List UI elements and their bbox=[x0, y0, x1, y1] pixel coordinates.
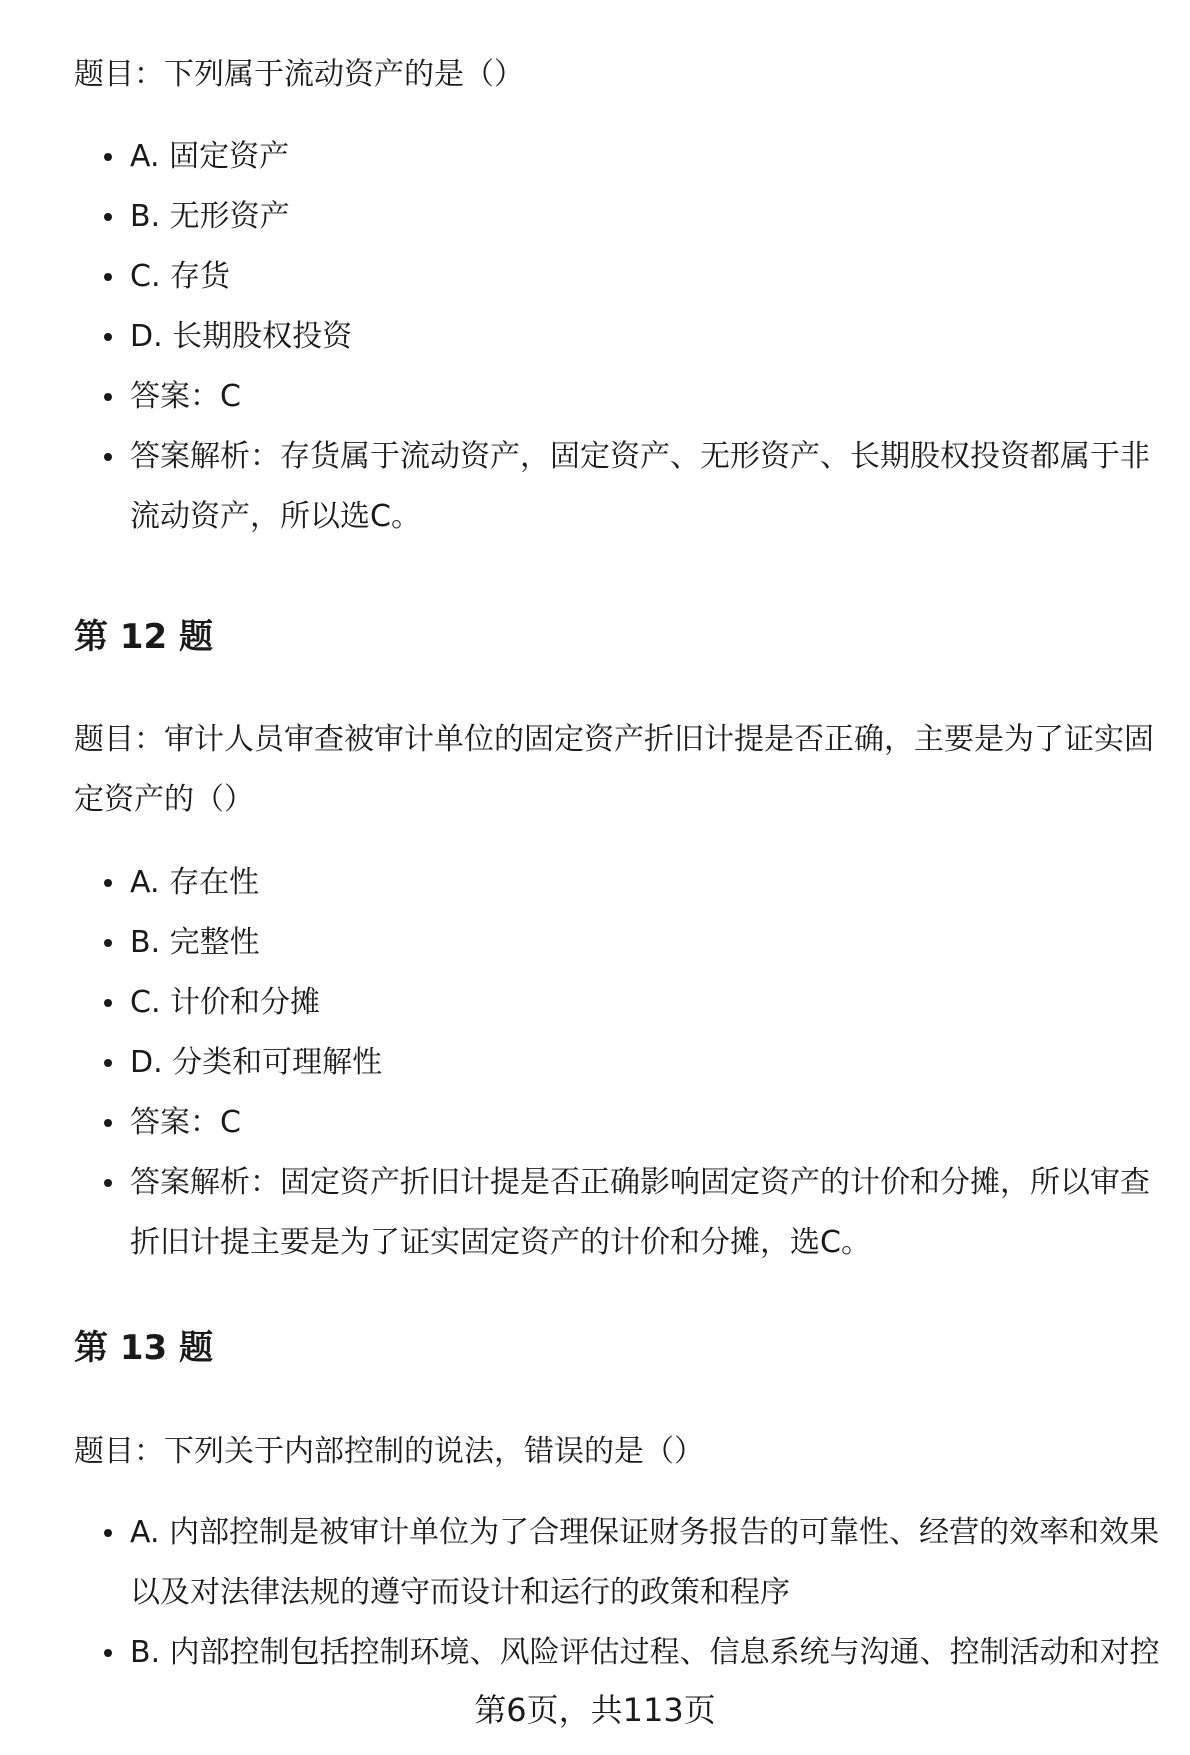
question-11-explanation: 答案解析：存货属于流动资产，固定资产、无形资产、长期股权投资都属于非流动资产，所以选C。 bbox=[74, 427, 1164, 547]
question-11-option-a: A. 固定资产 bbox=[74, 127, 1164, 187]
bullet-icon bbox=[104, 879, 112, 887]
bullet-icon bbox=[104, 1059, 112, 1067]
question-11-options bbox=[74, 127, 1164, 547]
bullet-icon bbox=[104, 453, 112, 461]
question-11-answer: 答案：C bbox=[74, 367, 1164, 427]
question-12-option-d: D. 分类和可理解性 bbox=[74, 1033, 1164, 1093]
bullet-icon bbox=[104, 1179, 112, 1187]
question-12-options bbox=[74, 853, 1164, 1273]
question-12-option-c: C. 计价和分摊 bbox=[74, 973, 1164, 1033]
bullet-icon bbox=[104, 153, 112, 161]
question-11-option-d: D. 长期股权投资 bbox=[74, 307, 1164, 367]
question-12-option-a: A. 存在性 bbox=[74, 853, 1164, 913]
question-13-stem: 题目：下列关于内部控制的说法，错误的是（） bbox=[74, 1434, 704, 1469]
question-12-answer: 答案：C bbox=[74, 1093, 1164, 1153]
question-13-option-a: A. 内部控制是被审计单位为了合理保证财务报告的可靠性、经营的效率和效果以及对法律法规的遵守而设计和运行的政策和程序 bbox=[74, 1503, 1164, 1623]
question-12-option-b: B. 完整性 bbox=[74, 913, 1164, 973]
question-12-stem: 题目：审计人员审查被审计单位的固定资产折旧计提是否正确，主要是为了证实固定资产的（） bbox=[74, 722, 1154, 817]
bullet-icon bbox=[104, 939, 112, 947]
bullet-icon bbox=[104, 1119, 112, 1127]
question-11-option-c: C. 存货 bbox=[74, 247, 1164, 307]
question-12-heading: 第 12 题 bbox=[74, 617, 213, 657]
question-11-option-b: B. 无形资产 bbox=[74, 187, 1164, 247]
bullet-icon bbox=[104, 1529, 112, 1537]
bullet-icon bbox=[104, 1649, 112, 1657]
bullet-icon bbox=[104, 333, 112, 341]
bullet-icon bbox=[104, 213, 112, 221]
page-footer: 第6页，共113页 bbox=[474, 1691, 716, 1729]
bullet-icon bbox=[104, 999, 112, 1007]
question-13-option-b: B. 内部控制包括控制环境、风险评估过程、信息系统与沟通、控制活动和对控 bbox=[74, 1623, 1164, 1683]
bullet-icon bbox=[104, 393, 112, 401]
question-13-heading: 第 13 题 bbox=[74, 1328, 213, 1368]
question-12-explanation: 答案解析：固定资产折旧计提是否正确影响固定资产的计价和分摊，所以审查折旧计提主要是为了证实固定资产的计价和分摊，选C。 bbox=[74, 1153, 1164, 1273]
question-13-options bbox=[74, 1503, 1164, 1683]
question-11-stem: 题目：下列属于流动资产的是（） bbox=[74, 57, 524, 92]
bullet-icon bbox=[104, 273, 112, 281]
